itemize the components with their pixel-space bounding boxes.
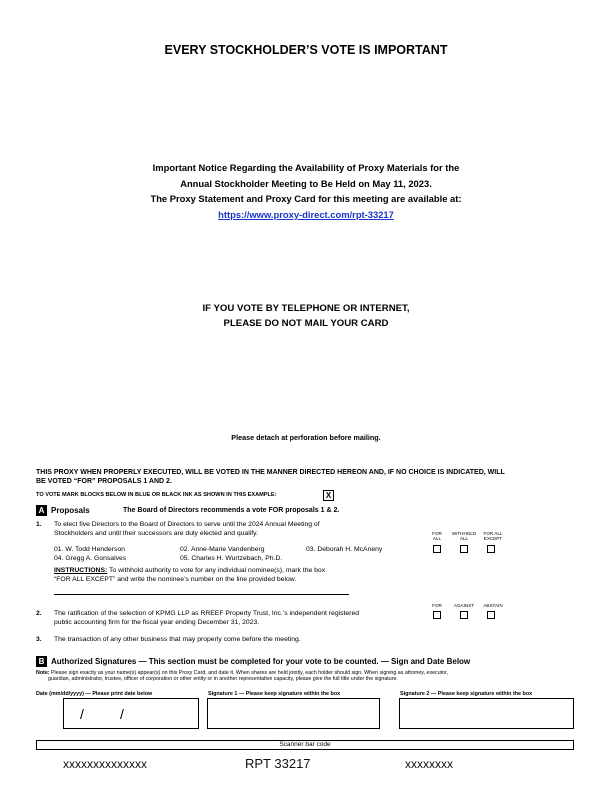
section-b-marker: B bbox=[36, 656, 47, 667]
p1-for-all-except-label: FOR ALL EXCEPT bbox=[483, 531, 503, 542]
note-line-2: guardian, administrator, trustee, officer of corporation or other entity or in another representative capacity, please give the full title under the signature. bbox=[48, 676, 398, 682]
proposal-3-number: 3. bbox=[36, 636, 42, 643]
p1-withhold-all-label: WITHHOLD ALL bbox=[451, 531, 477, 542]
telephone-line-1: IF YOU VOTE BY TELEPHONE OR INTERNET, bbox=[202, 303, 410, 314]
p2-for-label: FOR bbox=[432, 603, 442, 608]
proxy-notice bbox=[0, 160, 612, 222]
proposal-1-line-2: Stockholders and until their successors are duly elected and qualify. bbox=[54, 529, 258, 537]
nominee-05: 05. Charles H. Wurtzebach, Ph.D. bbox=[180, 555, 283, 562]
signature-1-box[interactable] bbox=[207, 698, 380, 729]
p2-for-checkbox[interactable] bbox=[433, 611, 441, 619]
nominee-02: 02. Anne-Marie Vandenberg bbox=[180, 546, 265, 553]
footer-left-code: xxxxxxxxxxxxxx bbox=[63, 757, 147, 771]
proposal-2-number: 2. bbox=[36, 610, 42, 617]
signature-2-box[interactable] bbox=[399, 698, 574, 729]
p2-against-label: AGAINST bbox=[453, 603, 475, 608]
instructions-text-2: “FOR ALL EXCEPT” and write the nominee’s number on the line provided below. bbox=[54, 575, 297, 583]
nominee-04: 04. Gregg A. Gonsalves bbox=[54, 555, 127, 562]
section-a-marker: A bbox=[36, 505, 47, 516]
proposal-2-line-2: public accounting firm for the fiscal year ending December 31, 2023. bbox=[54, 618, 260, 626]
nominee-03: 03. Deborah H. McAneny bbox=[306, 546, 383, 553]
instructions-label: INSTRUCTIONS: bbox=[54, 567, 108, 574]
board-recommendation: The Board of Directors recommends a vote FOR proposals 1 & 2. bbox=[123, 507, 340, 514]
section-a-title: Proposals bbox=[51, 506, 90, 515]
example-mark-box: X bbox=[323, 490, 334, 501]
proposal-1-number: 1. bbox=[36, 521, 42, 528]
date-slash-2: / bbox=[120, 706, 124, 722]
withhold-instructions bbox=[54, 567, 394, 584]
scanner-bar-code: Scanner bar code bbox=[36, 740, 574, 750]
proposal-1-line-1: To elect five Directors to the Board of Directors to serve until the 2024 Annual Meeting of bbox=[54, 521, 320, 528]
proposal-2-text bbox=[54, 610, 404, 627]
date-input-box[interactable] bbox=[63, 698, 199, 729]
p1-withhold-all-checkbox[interactable] bbox=[460, 545, 468, 553]
proposal-1-text bbox=[54, 521, 404, 538]
section-b-title: Authorized Signatures — This section must be completed for your vote to be counted. — Sign and Date Below bbox=[51, 657, 471, 666]
nominee-exception-line[interactable] bbox=[54, 594, 349, 595]
date-slash-1: / bbox=[80, 706, 84, 722]
notice-line-2: Annual Stockholder Meeting to Be Held on May 11, 2023. bbox=[180, 177, 432, 189]
signature-2-header: Signature 2 — Please keep signature within the box bbox=[400, 691, 533, 697]
mark-instruction: TO VOTE MARK BLOCKS BELOW IN BLUE OR BLACK INK AS SHOWN IN THIS EXAMPLE: bbox=[36, 492, 277, 498]
note-line-1: Please sign exactly as your name(s) appear(s) on this Proxy Card, and date it. When shares are held jointly, each holder should sign. When signing as attorney, executor, bbox=[49, 670, 449, 676]
proposal-3-text: The transaction of any other business that may properly come before the meeting. bbox=[54, 636, 301, 643]
notice-line-1: Important Notice Regarding the Availability of Proxy Materials for the bbox=[152, 162, 460, 173]
p1-for-all-checkbox[interactable] bbox=[433, 545, 441, 553]
footer-center-code: RPT 33217 bbox=[245, 756, 311, 771]
proxy-materials-link[interactable]: https://www.proxy-direct.com/rpt-33217 bbox=[218, 208, 394, 220]
telephone-notice bbox=[0, 302, 612, 331]
note-label: Note: bbox=[36, 670, 50, 676]
signing-note bbox=[36, 670, 581, 682]
p2-abstain-label: ABSTAIN bbox=[483, 603, 503, 608]
proxy-statement-line-1: THIS PROXY WHEN PROPERLY EXECUTED, WILL BE VOTED IN THE MANNER DIRECTED HEREON AND, IF NO CHOICE IS INDICATED, WILL bbox=[36, 469, 505, 476]
footer-right-code: xxxxxxxx bbox=[405, 757, 453, 771]
nominee-01: 01. W. Todd Henderson bbox=[54, 546, 125, 553]
signature-1-header: Signature 1 — Please keep signature within the box bbox=[208, 691, 341, 697]
telephone-line-2: PLEASE DO NOT MAIL YOUR CARD bbox=[223, 317, 389, 329]
p2-abstain-checkbox[interactable] bbox=[487, 611, 495, 619]
p2-against-checkbox[interactable] bbox=[460, 611, 468, 619]
instructions-text-1: To withhold authority to vote for any individual nominee(s), mark the box bbox=[107, 567, 326, 574]
proxy-statement-line-2: BE VOTED “FOR” PROPOSALS 1 AND 2. bbox=[36, 477, 172, 485]
proxy-statement bbox=[36, 469, 581, 486]
p1-for-all-except-checkbox[interactable] bbox=[487, 545, 495, 553]
p1-for-all-label: FOR ALL bbox=[432, 531, 442, 542]
date-header: Date (mm/dd/yyyy) — Please print date below bbox=[36, 691, 153, 697]
proposal-2-line-1: The ratification of the selection of KPMG LLP as RREEF Property Trust, Inc.’s independent registered bbox=[54, 610, 360, 617]
page-title: EVERY STOCKHOLDER’S VOTE IS IMPORTANT bbox=[164, 43, 448, 57]
notice-line-3: The Proxy Statement and Proxy Card for this meeting are available at: bbox=[150, 193, 462, 204]
detach-instruction: Please detach at perforation before mailing. bbox=[231, 433, 381, 442]
